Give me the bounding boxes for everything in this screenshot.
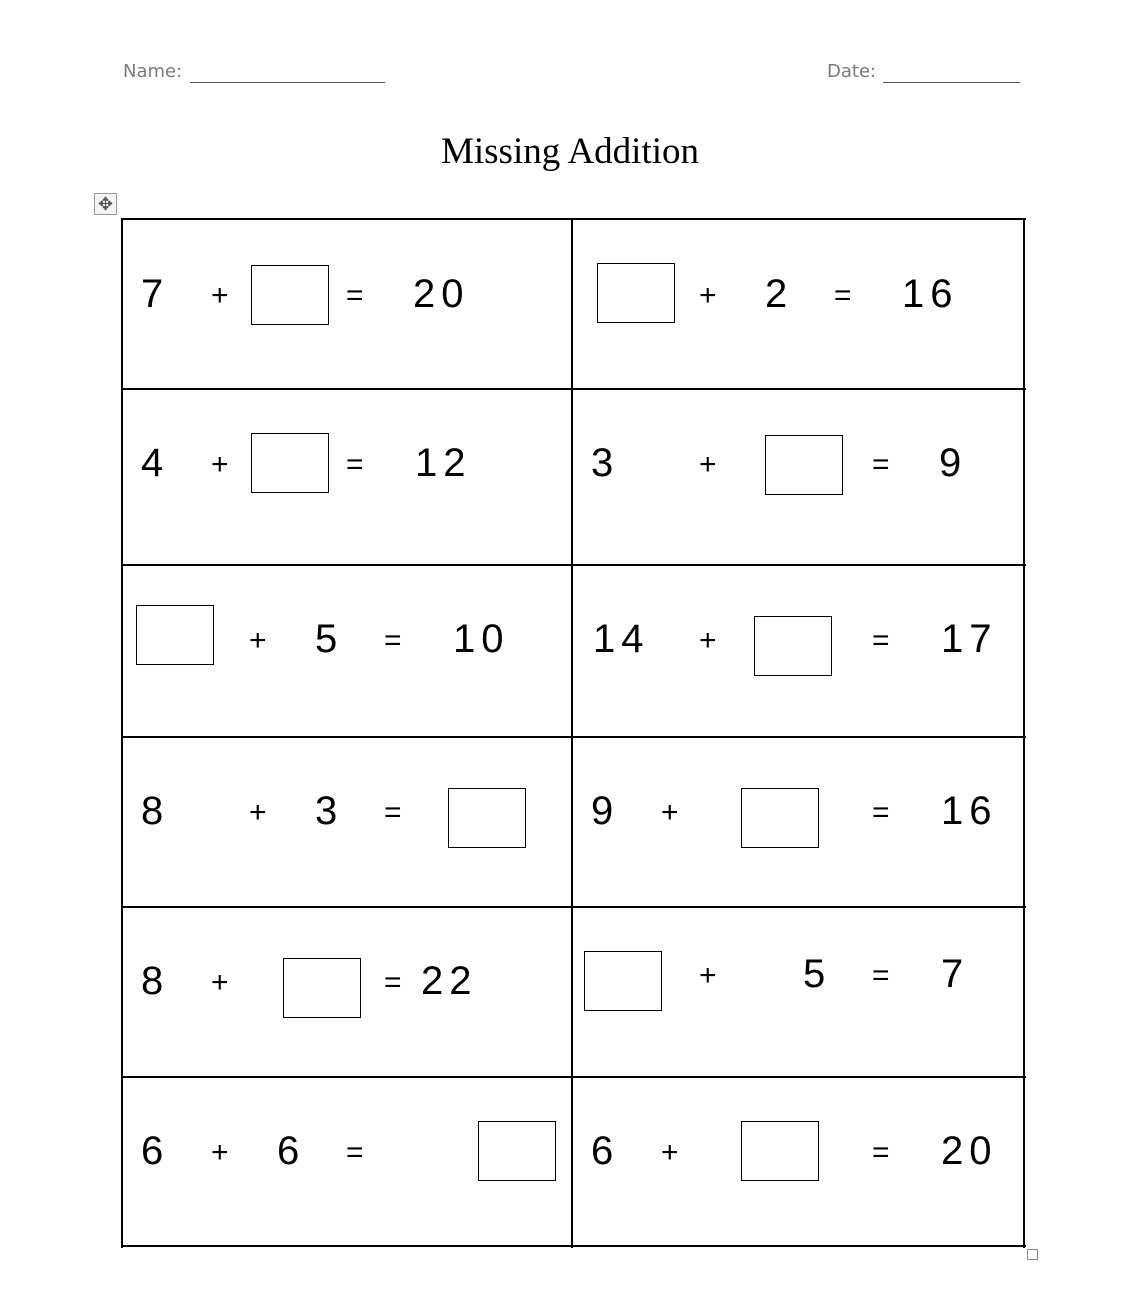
equals-sign: = [346, 279, 364, 312]
table-move-handle-icon[interactable]: ✥ [94, 193, 117, 215]
date-label: Date: [827, 61, 877, 82]
table-column-border [121, 218, 123, 1248]
first-addend-answer-box[interactable] [136, 605, 214, 665]
first-addend-answer-box[interactable] [584, 951, 662, 1011]
second-addend-answer-box[interactable] [741, 788, 819, 848]
equals-sign: = [384, 796, 402, 829]
equals-sign: = [384, 966, 402, 999]
first-addend: 6 [591, 1129, 620, 1173]
date-field[interactable] [883, 82, 1020, 83]
equals-sign: = [384, 624, 402, 657]
table-row-border [122, 906, 1026, 908]
table-column-border [571, 218, 573, 1248]
first-addend: 6 [141, 1129, 170, 1173]
sum: 20 [413, 272, 470, 316]
plus-sign: + [211, 279, 229, 312]
first-addend: 7 [141, 272, 170, 316]
equals-sign: = [346, 448, 364, 481]
plus-sign: + [699, 448, 717, 481]
sum: 16 [902, 272, 959, 316]
name-field[interactable] [190, 82, 385, 83]
plus-sign: + [661, 1136, 679, 1169]
plus-sign: + [699, 959, 717, 992]
plus-sign: + [249, 624, 267, 657]
plus-sign: + [211, 1136, 229, 1169]
plus-sign: + [249, 796, 267, 829]
second-addend-answer-box[interactable] [765, 435, 843, 495]
second-addend-answer-box[interactable] [754, 616, 832, 676]
equals-sign: = [872, 959, 890, 992]
plus-sign: + [211, 966, 229, 999]
sum: 10 [453, 617, 510, 661]
sum-answer-box[interactable] [448, 788, 526, 848]
equals-sign: = [346, 1136, 364, 1169]
second-addend-answer-box[interactable] [283, 958, 361, 1018]
plus-sign: + [661, 796, 679, 829]
table-row-border [122, 1245, 1026, 1247]
sum: 16 [941, 789, 998, 833]
second-addend-answer-box[interactable] [251, 433, 329, 493]
table-resize-handle[interactable] [1027, 1249, 1038, 1260]
sum: 22 [421, 959, 478, 1003]
second-addend: 6 [277, 1129, 306, 1173]
plus-sign: + [211, 448, 229, 481]
table-row-border [122, 388, 1026, 390]
sum: 17 [941, 617, 998, 661]
sum-answer-box[interactable] [478, 1121, 556, 1181]
first-addend: 4 [141, 441, 170, 485]
plus-sign: + [699, 279, 717, 312]
first-addend: 14 [593, 617, 650, 661]
second-addend-answer-box[interactable] [251, 265, 329, 325]
second-addend-answer-box[interactable] [741, 1121, 819, 1181]
second-addend: 5 [803, 952, 832, 996]
table-row-border [122, 736, 1026, 738]
sum: 12 [415, 441, 472, 485]
table-row-border [122, 564, 1026, 566]
second-addend: 3 [315, 789, 344, 833]
first-addend: 3 [591, 441, 620, 485]
name-label: Name: [123, 61, 183, 82]
table-row-border [122, 218, 1026, 220]
second-addend: 2 [765, 272, 794, 316]
equals-sign: = [872, 796, 890, 829]
sum: 20 [941, 1129, 998, 1173]
equals-sign: = [872, 448, 890, 481]
first-addend: 9 [591, 789, 620, 833]
page-title: Missing Addition [440, 131, 700, 172]
plus-sign: + [699, 624, 717, 657]
table-row-border [122, 1076, 1026, 1078]
first-addend: 8 [141, 789, 170, 833]
first-addend-answer-box[interactable] [597, 263, 675, 323]
equals-sign: = [872, 1136, 890, 1169]
equals-sign: = [834, 279, 852, 312]
first-addend: 8 [141, 959, 170, 1003]
sum: 9 [939, 441, 968, 485]
second-addend: 5 [315, 617, 344, 661]
table-column-border [1023, 218, 1025, 1248]
sum: 7 [941, 952, 970, 996]
equals-sign: = [872, 624, 890, 657]
